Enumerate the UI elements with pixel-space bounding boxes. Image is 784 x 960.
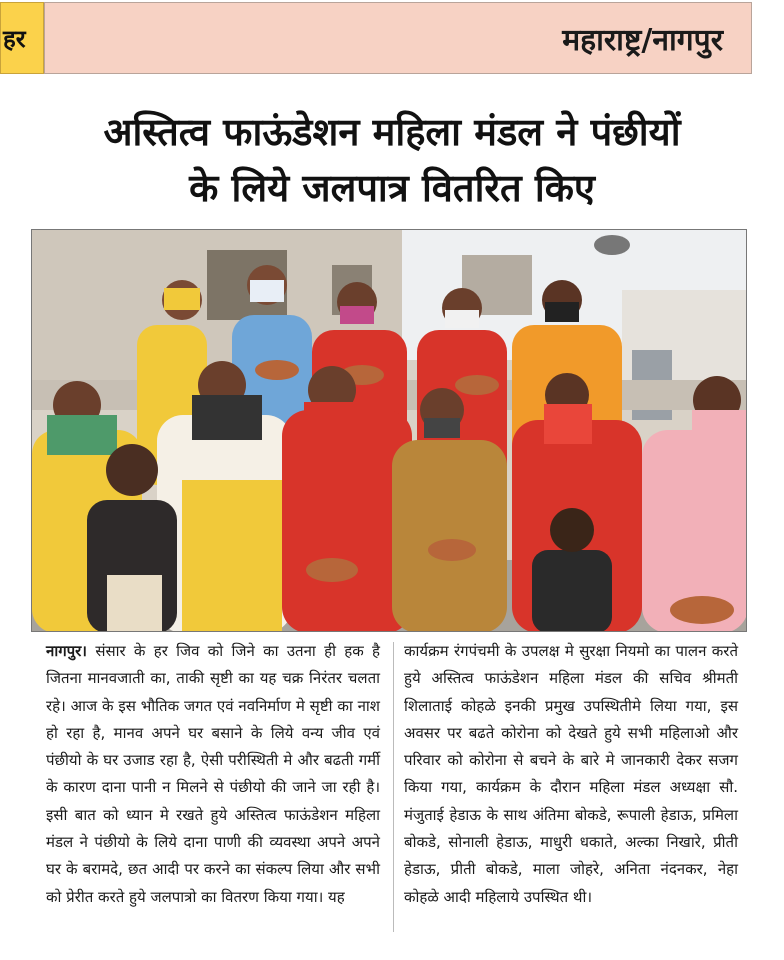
headline-line-2: के लिये जलपात्र वितरित किए bbox=[189, 166, 595, 210]
dateline: नागपुर। bbox=[46, 642, 87, 660]
article-column-left bbox=[46, 638, 380, 911]
location-band: महाराष्ट्र/नागपुर bbox=[44, 2, 752, 74]
news-photo bbox=[31, 229, 747, 632]
article-text-left: संसार के हर जिव को जिने का उतना ही हक है जितना मानवजाती का, ताकी सृष्टी का यह चक्र निरंतर चलता रहे। आज के इस भौतिक जगत एवं नवनिर्माण मे सृष्टी का नाश हो रहा है, मानव अपने घर बसाने के लिये वन्य जीव एवं पंछीयो के घर उजाड रहा है, ऐसी परीस्थिती मे और बढती गर्मी के कारण दाना पानी न मिलने से पंछीयो की जाने जा रही है। इसी बात को ध्यान मे रखते हुये अस्तित्व फाऊंडेशन महिला मंडल ने पंछीयो के लिये दाना पाणी की व्यवस्था अपने अपने घर के बरामदे, छत आदी पर करने का संकल्प लिया और सभी को प्रेरीत करते हुये जलपात्रो का वितरण किया गया। यह bbox=[46, 642, 380, 906]
header-band bbox=[0, 2, 784, 74]
headline bbox=[0, 104, 784, 216]
article-text-right: कार्यक्रम रंगपंचमी के उपलक्ष मे सुरक्षा नियमो का पालन करते हुये अस्तित्व फाऊंडेशन महिला मंडल की सचिव श्रीमती शिलाताई कोहळे इनकी प्रमुख उपस्थितीमे लिया गया, इस अवसर पर बढते कोरोना को देखते हुये सभी महिलाओ और परिवार को कोरोना से बचने के बारे मे जानकारी देकर सजग किया गया, कार्यक्रम के दौरान महिला मंडल अध्यक्षा सौ. मंजुताई हेडाऊ के साथ अंतिमा बोकडे, रूपाली हेडाऊ, प्रमिला बोकडे, सोनाली हेडाऊ, माधुरी धकाते, अल्का निखारे, प्रीती हेडाऊ, प्रीती बोकडे, माला जोहरे, अनिता नंदनकर, नेहा कोहळे आदी महिलाये उपस्थित थी। bbox=[404, 642, 738, 906]
article-column-right bbox=[404, 638, 738, 911]
headline-line-1: अस्तित्व फाऊंडेशन महिला मंडल ने पंछीयों bbox=[103, 110, 681, 154]
section-tab: हर bbox=[0, 2, 44, 74]
group-photo-illustration bbox=[32, 230, 747, 632]
column-divider bbox=[393, 642, 394, 932]
